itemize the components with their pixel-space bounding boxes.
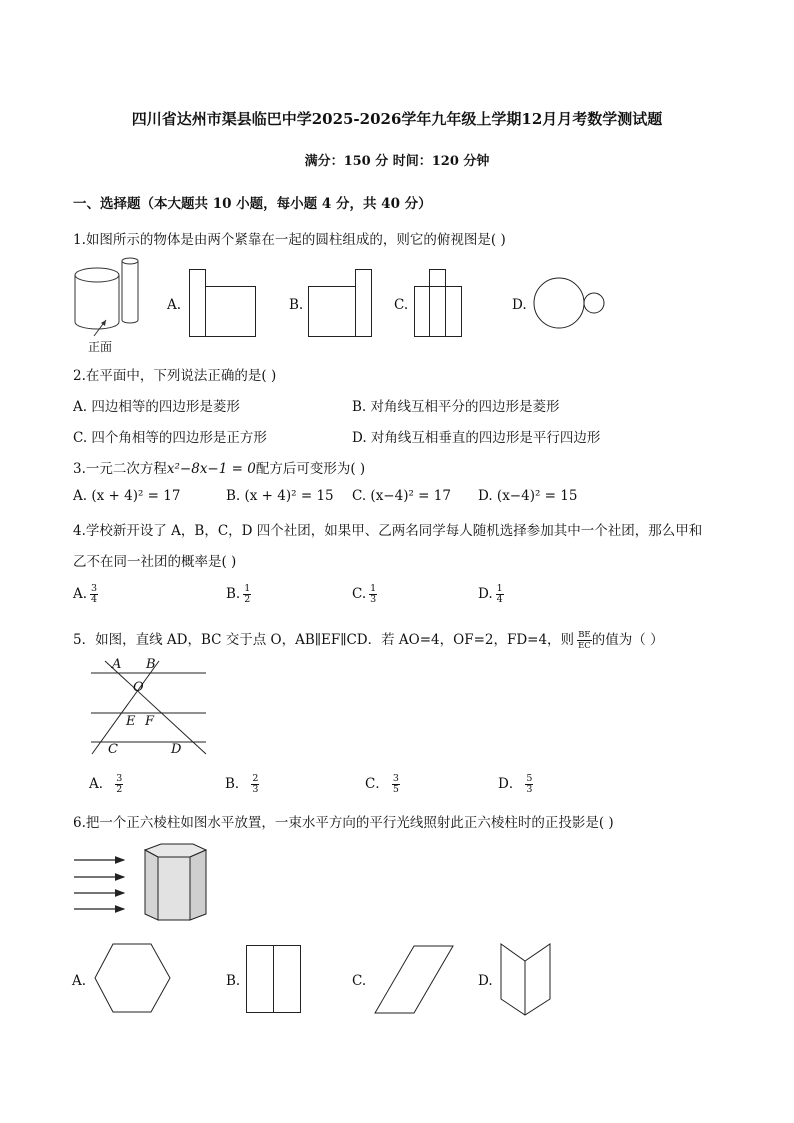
page-title: 四川省达州市渠县临巴中学2025-2026学年九年级上学期12月月考数学测试题 [131, 110, 663, 128]
q5-point-c: C [108, 742, 118, 757]
q5-point-o: O [133, 680, 144, 695]
q5-point-a: A [112, 657, 122, 672]
q5-point-f: F [145, 714, 155, 729]
question-6-stem: 6.把一个正六棱柱如图水平放置，一束水平方向的平行光线照射此正六棱柱时的正投影是( ) [73, 815, 614, 831]
section-heading: 一、选择题（本大题共 10 小题，每小题 4 分，共 40 分） [73, 196, 432, 212]
q5-stem-suffix: 的值为（ ） [591, 632, 664, 648]
q4-option-c[interactable] [352, 584, 377, 605]
q5-option-b[interactable] [225, 772, 259, 795]
q5-option-a-fraction: $\frac{3}{2}$ [116, 773, 123, 795]
q4-option-c-fraction: $\frac{1}{3}$ [370, 583, 377, 605]
q5-option-b-fraction: $\frac{2}{3}$ [252, 773, 259, 795]
q1-option-a[interactable]: A. [167, 297, 182, 313]
q1-option-a-figure [189, 269, 269, 339]
q2-option-a[interactable]: A. 四边相等的四边形是菱形 [73, 399, 240, 415]
q1-option-d[interactable]: D. [512, 297, 527, 313]
q1-option-c-figure [414, 269, 474, 339]
q6-option-d-folded-shape [500, 943, 560, 1018]
q3-stem-suffix: 配方后可变形为( ) [255, 461, 366, 477]
q3-option-d[interactable]: D. (x−4)² = 15 [478, 488, 578, 504]
q4-option-d[interactable] [478, 584, 504, 605]
q5-option-d-label: D． [498, 776, 523, 792]
q5-option-c-label: C． [365, 776, 389, 792]
q6-option-a-hexagon [94, 943, 174, 1015]
q1-option-b[interactable]: B. [289, 297, 304, 313]
q5-option-d[interactable] [498, 772, 533, 795]
q5-option-c[interactable] [365, 772, 400, 795]
q5-point-b: B [146, 657, 156, 672]
q1-option-c[interactable]: C. [394, 297, 409, 313]
q6-option-c[interactable]: C. [352, 973, 367, 989]
q4-option-c-label: C. [352, 586, 367, 602]
q5-ratio-fraction: $\frac{BE}{EC}$ [578, 630, 591, 651]
q5-option-d-fraction: $\frac{5}{3}$ [526, 773, 533, 795]
q1-front-label: 正面 [88, 340, 113, 354]
q3-equation: x²−8x−1 = 0 [166, 461, 256, 477]
q1-option-b-figure [308, 269, 388, 339]
q2-option-b[interactable]: B. 对角线互相平分的四边形是菱形 [352, 399, 560, 415]
q4-option-b-label: B. [226, 586, 241, 602]
q5-option-c-fraction: $\frac{3}{5}$ [392, 773, 399, 795]
q4-option-d-label: D. [478, 586, 493, 602]
q6-option-a[interactable]: A. [72, 973, 87, 989]
q2-option-c[interactable]: C. 四个角相等的四边形是正方形 [73, 430, 267, 446]
q4-option-a-fraction: $\frac{3}{4}$ [91, 583, 98, 605]
exam-meta: 满分：150 分 时间：120 分钟 [304, 154, 490, 169]
q5-point-e: E [126, 714, 136, 729]
q6-option-d[interactable]: D. [478, 973, 493, 989]
q6-prism-light-figure [72, 842, 212, 924]
q4-option-b[interactable] [226, 584, 251, 605]
q4-option-a-label: A. [73, 586, 88, 602]
q3-option-b[interactable]: B. (x + 4)² = 15 [226, 488, 334, 504]
q2-option-d[interactable]: D. 对角线互相垂直的四边形是平行四边形 [352, 430, 601, 446]
question-2-stem: 2.在平面中，下列说法正确的是( ) [73, 368, 277, 384]
question-4-stem-line1: 4.学校新开设了 A，B，C，D 四个社团，如果甲、乙两名同学每人随机选择参加其中一个社团，那么甲和 [73, 523, 703, 539]
question-1-stem: 1.如图所示的物体是由两个紧靠在一起的圆柱组成的，则它的俯视图是( ) [73, 232, 506, 248]
q6-option-c-parallelogram [374, 945, 454, 1015]
q5-option-a[interactable] [89, 772, 123, 795]
q3-stem-prefix: 3.一元二次方程 [73, 461, 167, 477]
q5-stem-prefix: 5．如图，直线 AD，BC 交于点 O，AB∥EF∥CD．若 AO=4，OF=2，FD=4，则 [73, 632, 575, 648]
question-3-stem [73, 457, 365, 477]
q6-option-b[interactable]: B. [226, 973, 241, 989]
q5-option-b-label: B． [225, 776, 249, 792]
q3-option-a[interactable]: A. (x + 4)² = 17 [73, 488, 181, 504]
q6-option-b-rectangles [246, 945, 306, 1015]
q4-option-d-fraction: $\frac{1}{4}$ [496, 583, 503, 605]
q4-option-a[interactable] [73, 584, 98, 605]
q5-point-d: D [171, 742, 182, 757]
q4-option-b-fraction: $\frac{1}{2}$ [244, 583, 251, 605]
question-4-stem-line2: 乙不在同一社团的概率是( ) [73, 554, 237, 570]
q5-option-a-label: A． [89, 776, 113, 792]
q1-option-d-figure [534, 278, 614, 334]
q3-option-c[interactable]: C. (x−4)² = 17 [352, 488, 451, 504]
question-5-stem [73, 628, 664, 651]
